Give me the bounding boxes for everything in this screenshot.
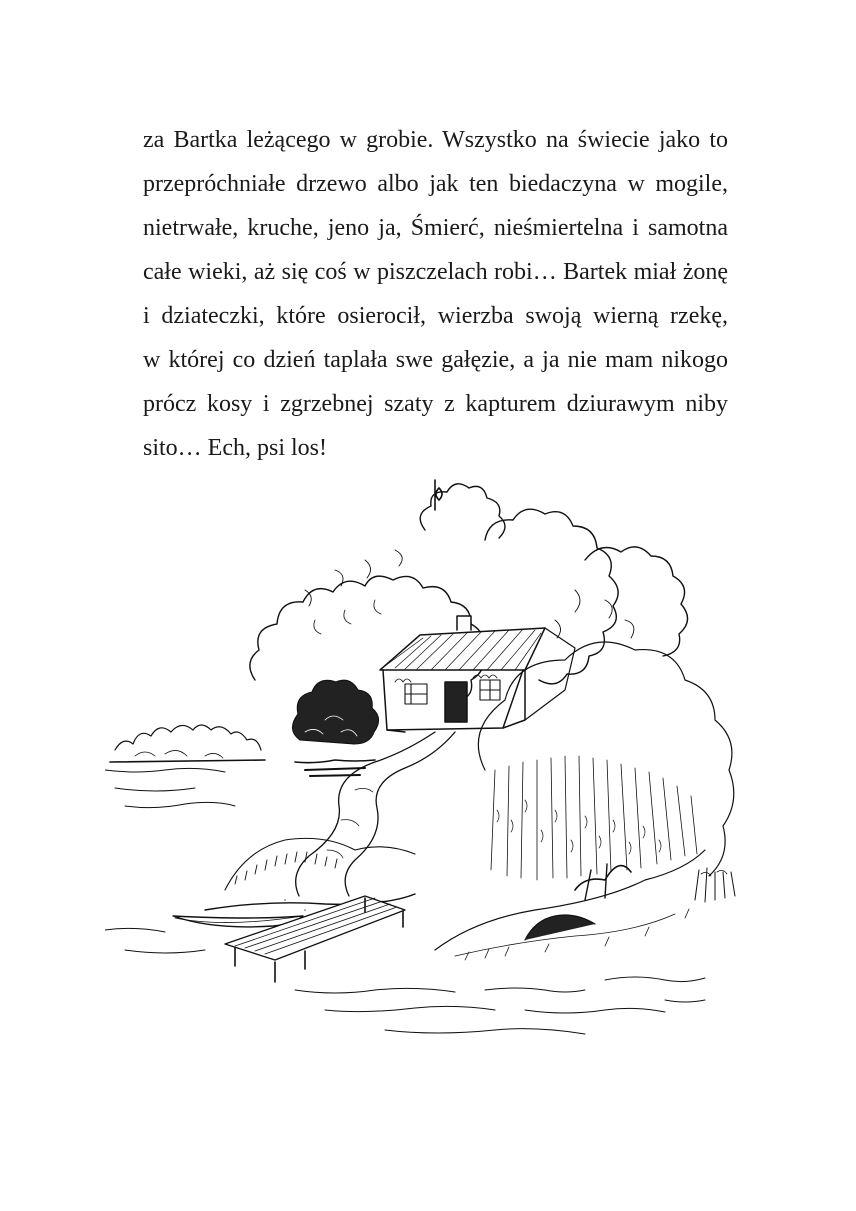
paragraph-line: w której co dzień taplała swe gałęzie, a ja nie mam nikogo	[143, 347, 728, 373]
wooden-pier	[225, 896, 405, 982]
far-shore-trees	[110, 725, 265, 762]
winding-path	[296, 732, 455, 896]
dark-bush	[292, 680, 378, 744]
foreground-reeds	[695, 868, 735, 902]
paragraph-line: sito… Ech, psi los!	[143, 435, 327, 461]
cottage-by-river-ink-drawing-icon	[105, 470, 755, 1050]
paragraph-line: prócz kosy i zgrzebnej szaty z kapturem dziurawym niby	[143, 391, 728, 417]
paragraph-line: całe wieki, aż się coś w piszczelach robi… Bartek miał żonę	[143, 259, 728, 285]
right-bank	[435, 850, 705, 960]
weeping-willow	[478, 642, 733, 900]
paragraph-line: przepróchniałe drzewo albo jak ten biedaczyna w mogile,	[143, 171, 728, 197]
body-paragraph	[143, 118, 728, 470]
cottage	[380, 616, 575, 732]
paragraph-line: nietrwałe, kruche, jeno ja, Śmierć, nieśmiertelna i samotna	[143, 215, 728, 241]
paragraph-line: za Bartka leżącego w grobie. Wszystko na świecie jako to	[143, 127, 728, 153]
grassy-bank	[205, 838, 415, 910]
paragraph-line: i dziateczki, które osierocił, wierzba swoją wierną rzekę,	[143, 303, 728, 329]
